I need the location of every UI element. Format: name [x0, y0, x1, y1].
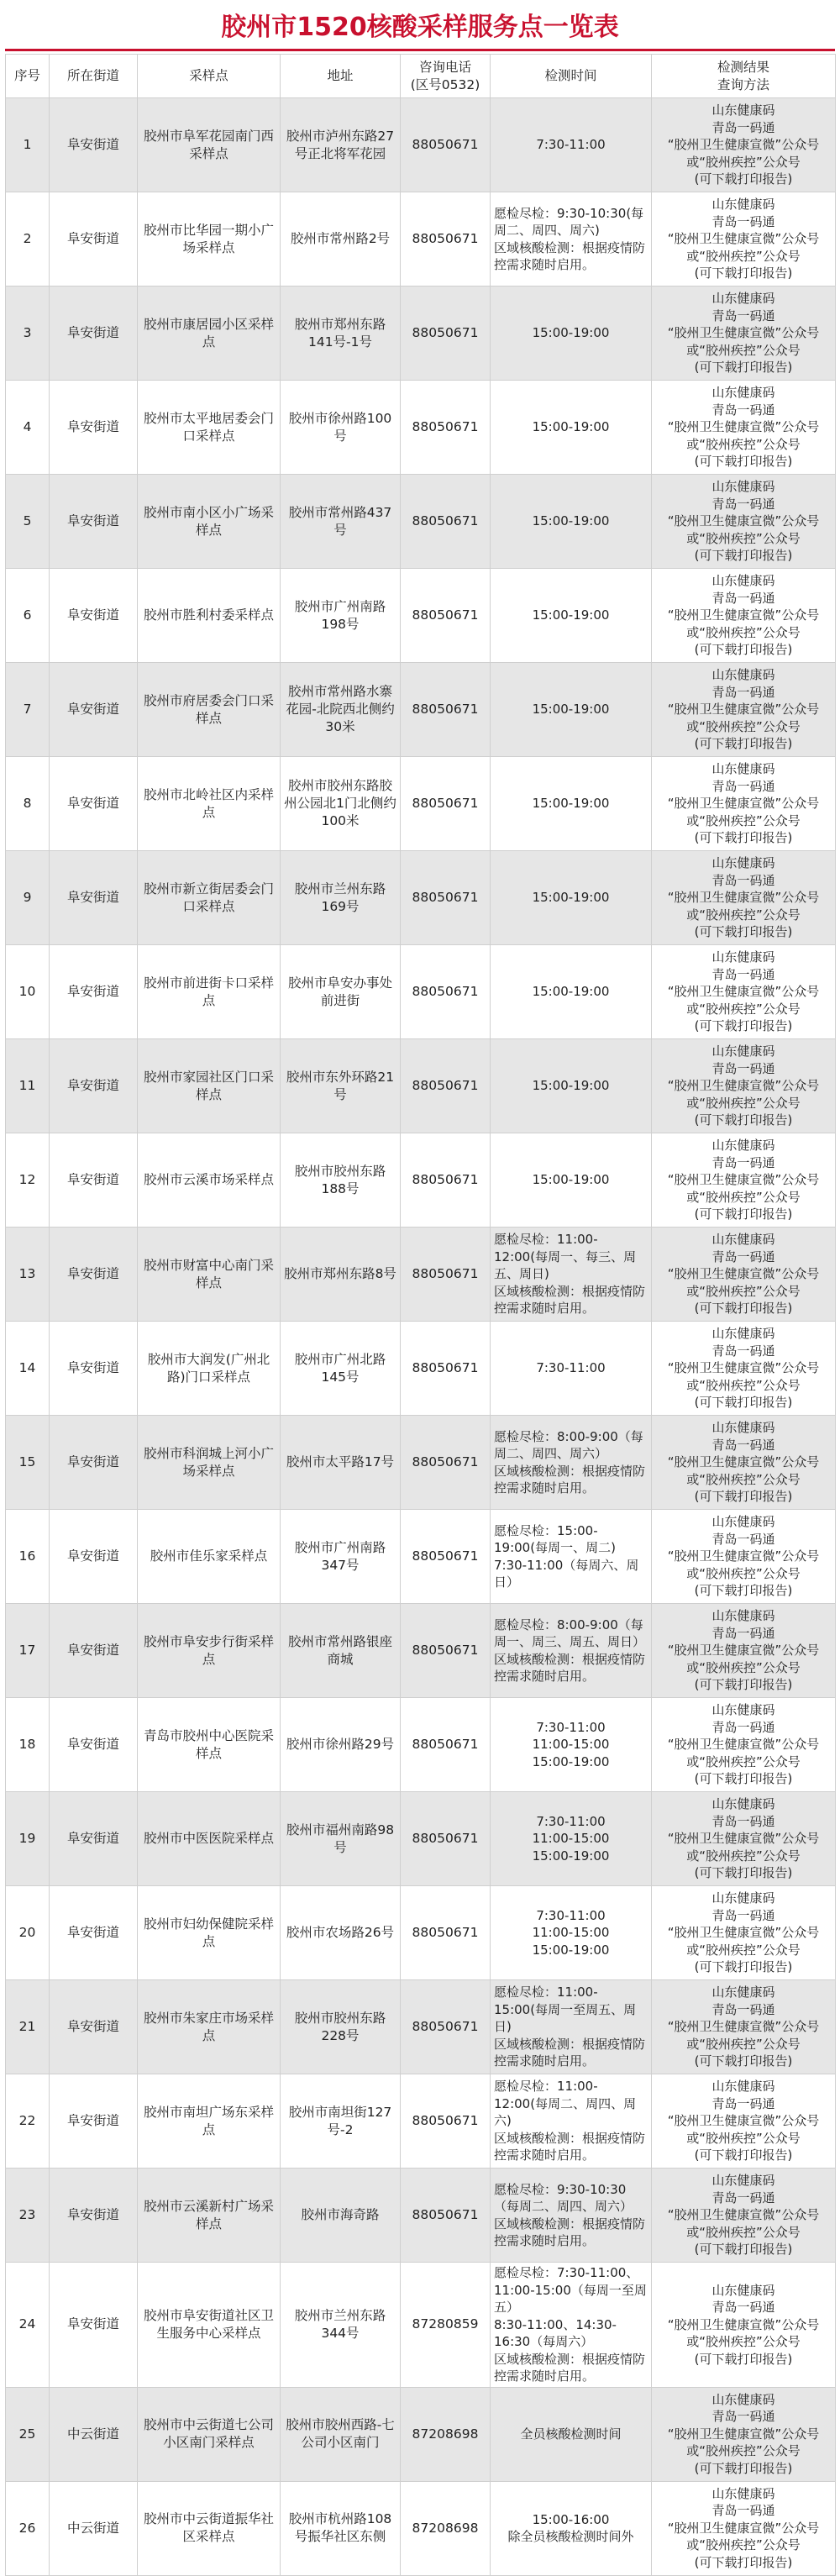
cell-address: 胶州市泸州东路27号正北将军花园: [281, 98, 401, 192]
cell-time: 愿检尽检：7:30-11:00、11:00-15:00（每周一至周五） 8:30-11:00、14:30-16:30（每周六） 区域核酸检测：根据疫情防控需求随时启用。: [491, 2263, 652, 2388]
cell-no: 11: [6, 1039, 50, 1133]
table-row: [6, 945, 836, 1039]
cell-phone: 88050671: [401, 98, 491, 192]
table-row: [6, 98, 836, 192]
cell-result-method: 山东健康码 青岛一码通 “胶州卫生健康宣微”公众号 或“胶州疾控”公众号 (可下载打印报告): [652, 1322, 836, 1416]
cell-address: 胶州市胶州东路228号: [281, 1980, 401, 2074]
cell-site: 胶州市阜军花园南门西采样点: [138, 98, 281, 192]
cell-no: 21: [6, 1980, 50, 2074]
cell-result-method: 山东健康码 青岛一码通 “胶州卫生健康宣微”公众号 或“胶州疾控”公众号 (可下载打印报告): [652, 1792, 836, 1886]
cell-site: 胶州市佳乐家采样点: [138, 1510, 281, 1604]
cell-phone: 88050671: [401, 381, 491, 475]
sampling-sites-table: [5, 54, 836, 2576]
cell-street: 阜安街道: [50, 192, 138, 287]
cell-result-method: 山东健康码 青岛一码通 “胶州卫生健康宣微”公众号 或“胶州疾控”公众号 (可下载打印报告): [652, 98, 836, 192]
cell-street: 阜安街道: [50, 98, 138, 192]
cell-address: 胶州市广州南路347号: [281, 1510, 401, 1604]
cell-no: 17: [6, 1604, 50, 1698]
cell-address: 胶州市广州南路198号: [281, 569, 401, 663]
table-row: [6, 1416, 836, 1510]
cell-no: 12: [6, 1133, 50, 1228]
cell-address: 胶州市郑州东路141号-1号: [281, 287, 401, 381]
cell-address: 胶州市郑州东路8号: [281, 1228, 401, 1322]
table-row: [6, 1792, 836, 1886]
table-row: [6, 1698, 836, 1792]
cell-site: 胶州市新立街居委会门口采样点: [138, 851, 281, 945]
cell-no: 16: [6, 1510, 50, 1604]
cell-street: 阜安街道: [50, 1228, 138, 1322]
cell-site: 胶州市家园社区门口采样点: [138, 1039, 281, 1133]
cell-site: 胶州市前进街卡口采样点: [138, 945, 281, 1039]
cell-site: 胶州市北岭社区内采样点: [138, 757, 281, 851]
cell-street: 阜安街道: [50, 1133, 138, 1228]
cell-time: 15:00-19:00: [491, 945, 652, 1039]
cell-street: 阜安街道: [50, 2074, 138, 2169]
table-row: [6, 1510, 836, 1604]
cell-result-method: 山东健康码 青岛一码通 “胶州卫生健康宣微”公众号 或“胶州疾控”公众号 (可下载打印报告): [652, 1416, 836, 1510]
table-row: [6, 1039, 836, 1133]
cell-result-method: 山东健康码 青岛一码通 “胶州卫生健康宣微”公众号 或“胶州疾控”公众号 (可下载打印报告): [652, 757, 836, 851]
cell-address: 胶州市海奇路: [281, 2169, 401, 2263]
cell-site: 胶州市太平地居委会门口采样点: [138, 381, 281, 475]
cell-phone: 88050671: [401, 851, 491, 945]
cell-street: 阜安街道: [50, 1322, 138, 1416]
cell-result-method: 山东健康码 青岛一码通 “胶州卫生健康宣微”公众号 或“胶州疾控”公众号 (可下载打印报告): [652, 569, 836, 663]
header-phone: 咨询电话 (区号0532): [401, 55, 491, 98]
cell-street: 阜安街道: [50, 945, 138, 1039]
cell-address: 胶州市胶州东路胶州公园北1门北侧约100米: [281, 757, 401, 851]
cell-phone: 88050671: [401, 663, 491, 757]
table-row: [6, 1228, 836, 1322]
cell-street: 阜安街道: [50, 1604, 138, 1698]
cell-result-method: 山东健康码 青岛一码通 “胶州卫生健康宣微”公众号 或“胶州疾控”公众号 (可下载打印报告): [652, 1510, 836, 1604]
cell-phone: 88050671: [401, 1416, 491, 1510]
header-time: 检测时间: [491, 55, 652, 98]
cell-no: 13: [6, 1228, 50, 1322]
cell-address: 胶州市徐州路100号: [281, 381, 401, 475]
table-row: [6, 1133, 836, 1228]
table-row: [6, 1980, 836, 2074]
cell-site: 胶州市科润城上河小广场采样点: [138, 1416, 281, 1510]
cell-address: 胶州市阜安办事处前进街: [281, 945, 401, 1039]
cell-phone: 88050671: [401, 1698, 491, 1792]
cell-street: 阜安街道: [50, 1698, 138, 1792]
title-divider: [5, 49, 835, 51]
cell-address: 胶州市胶州西路-七公司小区南门: [281, 2387, 401, 2481]
cell-site: 胶州市阜安街道社区卫生服务中心采样点: [138, 2263, 281, 2388]
cell-time: 愿检尽检：9:30-10:30(每周二、周四、周六) 区域核酸检测：根据疫情防控需求随时启用。: [491, 192, 652, 287]
cell-result-method: 山东健康码 青岛一码通 “胶州卫生健康宣微”公众号 或“胶州疾控”公众号 (可下载打印报告): [652, 945, 836, 1039]
cell-street: 中云街道: [50, 2387, 138, 2481]
cell-address: 胶州市太平路17号: [281, 1416, 401, 1510]
cell-result-method: 山东健康码 青岛一码通 “胶州卫生健康宣微”公众号 或“胶州疾控”公众号 (可下载打印报告): [652, 1604, 836, 1698]
table-row: [6, 663, 836, 757]
page-title: 胶州市1520核酸采样服务点一览表: [221, 13, 619, 42]
cell-street: 阜安街道: [50, 1510, 138, 1604]
cell-no: 25: [6, 2387, 50, 2481]
cell-result-method: 山东健康码 青岛一码通 “胶州卫生健康宣微”公众号 或“胶州疾控”公众号 (可下载打印报告): [652, 1039, 836, 1133]
cell-no: 23: [6, 2169, 50, 2263]
cell-no: 22: [6, 2074, 50, 2169]
cell-address: 胶州市农场路26号: [281, 1886, 401, 1980]
cell-result-method: 山东健康码 青岛一码通 “胶州卫生健康宣微”公众号 或“胶州疾控”公众号 (可下载打印报告): [652, 663, 836, 757]
cell-no: 8: [6, 757, 50, 851]
cell-street: 阜安街道: [50, 1039, 138, 1133]
cell-phone: 87208698: [401, 2481, 491, 2575]
cell-phone: 88050671: [401, 2169, 491, 2263]
table-row: [6, 381, 836, 475]
cell-phone: 88050671: [401, 569, 491, 663]
cell-address: 胶州市兰州东路169号: [281, 851, 401, 945]
cell-no: 14: [6, 1322, 50, 1416]
table-row: [6, 475, 836, 569]
cell-street: 阜安街道: [50, 475, 138, 569]
cell-phone: 87208698: [401, 2387, 491, 2481]
cell-street: 中云街道: [50, 2481, 138, 2575]
cell-site: 胶州市康居园小区采样点: [138, 287, 281, 381]
cell-no: 24: [6, 2263, 50, 2388]
cell-address: 胶州市兰州东路344号: [281, 2263, 401, 2388]
cell-address: 胶州市南坦街127号-2: [281, 2074, 401, 2169]
cell-street: 阜安街道: [50, 1416, 138, 1510]
table-row: [6, 192, 836, 287]
cell-result-method: 山东健康码 青岛一码通 “胶州卫生健康宣微”公众号 或“胶州疾控”公众号 (可下载打印报告): [652, 1886, 836, 1980]
cell-result-method: 山东健康码 青岛一码通 “胶州卫生健康宣微”公众号 或“胶州疾控”公众号 (可下载打印报告): [652, 851, 836, 945]
cell-time: 15:00-19:00: [491, 1039, 652, 1133]
table-row: [6, 757, 836, 851]
cell-result-method: 山东健康码 青岛一码通 “胶州卫生健康宣微”公众号 或“胶州疾控”公众号 (可下载打印报告): [652, 2387, 836, 2481]
cell-street: 阜安街道: [50, 1980, 138, 2074]
cell-time: 15:00-19:00: [491, 1133, 652, 1228]
cell-no: 26: [6, 2481, 50, 2575]
cell-no: 19: [6, 1792, 50, 1886]
header-no: 序号: [6, 55, 50, 98]
cell-no: 20: [6, 1886, 50, 1980]
cell-address: 胶州市东外环路21号: [281, 1039, 401, 1133]
cell-phone: 88050671: [401, 1039, 491, 1133]
cell-site: 胶州市中云街道七公司小区南门采样点: [138, 2387, 281, 2481]
cell-no: 3: [6, 287, 50, 381]
cell-no: 1: [6, 98, 50, 192]
cell-site: 胶州市中医医院采样点: [138, 1792, 281, 1886]
cell-site: 胶州市大润发(广州北路)门口采样点: [138, 1322, 281, 1416]
cell-time: 愿检尽检：9:30-10:30（每周二、周四、周六） 区域核酸检测：根据疫情防控需求随时启用。: [491, 2169, 652, 2263]
cell-no: 7: [6, 663, 50, 757]
cell-phone: 88050671: [401, 757, 491, 851]
cell-time: 愿检尽检：8:00-9:00（每周二、周四、周六） 区域核酸检测：根据疫情防控需求随时启用。: [491, 1416, 652, 1510]
cell-time: 7:30-11:00 11:00-15:00 15:00-19:00: [491, 1886, 652, 1980]
cell-address: 胶州市杭州路108号振华社区东侧: [281, 2481, 401, 2575]
cell-no: 15: [6, 1416, 50, 1510]
cell-site: 胶州市胜利村委采样点: [138, 569, 281, 663]
cell-result-method: 山东健康码 青岛一码通 “胶州卫生健康宣微”公众号 或“胶州疾控”公众号 (可下载打印报告): [652, 1698, 836, 1792]
table-row: [6, 2263, 836, 2388]
cell-result-method: 山东健康码 青岛一码通 “胶州卫生健康宣微”公众号 或“胶州疾控”公众号 (可下载打印报告): [652, 2263, 836, 2388]
cell-street: 阜安街道: [50, 381, 138, 475]
cell-site: 胶州市阜安步行街采样点: [138, 1604, 281, 1698]
cell-street: 阜安街道: [50, 569, 138, 663]
cell-no: 9: [6, 851, 50, 945]
cell-time: 愿检尽检：8:00-9:00（每周一、周三、周五、周日） 区域核酸检测：根据疫情防控需求随时启用。: [491, 1604, 652, 1698]
cell-address: 胶州市常州路437号: [281, 475, 401, 569]
cell-site: 胶州市南小区小广场采样点: [138, 475, 281, 569]
cell-time: 15:00-19:00: [491, 663, 652, 757]
cell-phone: 88050671: [401, 2074, 491, 2169]
cell-time: 愿检尽检：11:00-12:00(每周二、周四、周六) 区域核酸检测：根据疫情防控需求随时启用。: [491, 2074, 652, 2169]
cell-time: 愿检尽检：11:00-12:00(每周一、每三、周五、周日) 区域核酸检测：根据疫情防控需求随时启用。: [491, 1228, 652, 1322]
cell-site: 胶州市妇幼保健院采样点: [138, 1886, 281, 1980]
cell-phone: 88050671: [401, 945, 491, 1039]
header-street: 所在街道: [50, 55, 138, 98]
table-row: [6, 1604, 836, 1698]
cell-address: 胶州市常州路水寨花园-北院西北侧约30米: [281, 663, 401, 757]
cell-no: 2: [6, 192, 50, 287]
cell-address: 胶州市胶州东路188号: [281, 1133, 401, 1228]
cell-time: 7:30-11:00: [491, 98, 652, 192]
cell-phone: 88050671: [401, 1228, 491, 1322]
cell-site: 青岛市胶州中心医院采样点: [138, 1698, 281, 1792]
cell-site: 胶州市云溪市场采样点: [138, 1133, 281, 1228]
cell-site: 胶州市财富中心南门采样点: [138, 1228, 281, 1322]
cell-no: 4: [6, 381, 50, 475]
cell-time: 15:00-19:00: [491, 475, 652, 569]
cell-result-method: 山东健康码 青岛一码通 “胶州卫生健康宣微”公众号 或“胶州疾控”公众号 (可下载打印报告): [652, 1228, 836, 1322]
cell-street: 阜安街道: [50, 851, 138, 945]
cell-street: 阜安街道: [50, 1886, 138, 1980]
cell-time: 7:30-11:00: [491, 1322, 652, 1416]
cell-no: 10: [6, 945, 50, 1039]
cell-result-method: 山东健康码 青岛一码通 “胶州卫生健康宣微”公众号 或“胶州疾控”公众号 (可下载打印报告): [652, 475, 836, 569]
cell-phone: 88050671: [401, 1792, 491, 1886]
cell-phone: 88050671: [401, 1980, 491, 2074]
cell-result-method: 山东健康码 青岛一码通 “胶州卫生健康宣微”公众号 或“胶州疾控”公众号 (可下载打印报告): [652, 192, 836, 287]
cell-phone: 88050671: [401, 1604, 491, 1698]
cell-result-method: 山东健康码 青岛一码通 “胶州卫生健康宣微”公众号 或“胶州疾控”公众号 (可下载打印报告): [652, 381, 836, 475]
table-row: [6, 1886, 836, 1980]
table-row: [6, 2481, 836, 2575]
cell-site: 胶州市南坦广场东采样点: [138, 2074, 281, 2169]
table-row: [6, 2387, 836, 2481]
table-row: [6, 1322, 836, 1416]
table-row: [6, 287, 836, 381]
cell-site: 胶州市中云街道振华社区采样点: [138, 2481, 281, 2575]
cell-phone: 88050671: [401, 192, 491, 287]
cell-no: 6: [6, 569, 50, 663]
cell-result-method: 山东健康码 青岛一码通 “胶州卫生健康宣微”公众号 或“胶州疾控”公众号 (可下载打印报告): [652, 1133, 836, 1228]
cell-time: 愿检尽检：11:00-15:00(每周一至周五、周日) 区域核酸检测：根据疫情防控需求随时启用。: [491, 1980, 652, 2074]
cell-street: 阜安街道: [50, 1792, 138, 1886]
cell-time: 15:00-19:00: [491, 851, 652, 945]
cell-site: 胶州市比华园一期小广场采样点: [138, 192, 281, 287]
cell-result-method: 山东健康码 青岛一码通 “胶州卫生健康宣微”公众号 或“胶州疾控”公众号 (可下载打印报告): [652, 2169, 836, 2263]
cell-time: 愿检尽检：15:00-19:00(每周一、周二) 7:30-11:00（每周六、周日）: [491, 1510, 652, 1604]
table-row: [6, 2169, 836, 2263]
cell-site: 胶州市云溪新村广场采样点: [138, 2169, 281, 2263]
cell-result-method: 山东健康码 青岛一码通 “胶州卫生健康宣微”公众号 或“胶州疾控”公众号 (可下载打印报告): [652, 1980, 836, 2074]
cell-street: 阜安街道: [50, 287, 138, 381]
cell-result-method: 山东健康码 青岛一码通 “胶州卫生健康宣微”公众号 或“胶州疾控”公众号 (可下载打印报告): [652, 2481, 836, 2575]
cell-time: 7:30-11:00 11:00-15:00 15:00-19:00: [491, 1698, 652, 1792]
cell-time: 15:00-16:00 除全员核酸检测时间外: [491, 2481, 652, 2575]
cell-site: 胶州市府居委会门口采样点: [138, 663, 281, 757]
table-header-row: [6, 55, 836, 98]
cell-time: 全员核酸检测时间: [491, 2387, 652, 2481]
table-row: [6, 851, 836, 945]
cell-phone: 88050671: [401, 1886, 491, 1980]
cell-phone: 88050671: [401, 1510, 491, 1604]
cell-no: 5: [6, 475, 50, 569]
cell-result-method: 山东健康码 青岛一码通 “胶州卫生健康宣微”公众号 或“胶州疾控”公众号 (可下载打印报告): [652, 287, 836, 381]
cell-address: 胶州市常州路银座商城: [281, 1604, 401, 1698]
cell-time: 15:00-19:00: [491, 287, 652, 381]
cell-address: 胶州市徐州路29号: [281, 1698, 401, 1792]
cell-street: 阜安街道: [50, 757, 138, 851]
table-row: [6, 2074, 836, 2169]
cell-street: 阜安街道: [50, 2169, 138, 2263]
cell-phone: 88050671: [401, 1322, 491, 1416]
cell-phone: 88050671: [401, 287, 491, 381]
header-address: 地址: [281, 55, 401, 98]
header-result: 检测结果 查询方法: [652, 55, 836, 98]
cell-phone: 88050671: [401, 1133, 491, 1228]
cell-address: 胶州市福州南路98号: [281, 1792, 401, 1886]
cell-site: 胶州市朱家庄市场采样点: [138, 1980, 281, 2074]
header-site: 采样点: [138, 55, 281, 98]
cell-time: 15:00-19:00: [491, 569, 652, 663]
cell-address: 胶州市常州路2号: [281, 192, 401, 287]
cell-street: 阜安街道: [50, 2263, 138, 2388]
cell-phone: 87280859: [401, 2263, 491, 2388]
cell-time: 7:30-11:00 11:00-15:00 15:00-19:00: [491, 1792, 652, 1886]
cell-address: 胶州市广州北路145号: [281, 1322, 401, 1416]
cell-time: 15:00-19:00: [491, 757, 652, 851]
cell-time: 15:00-19:00: [491, 381, 652, 475]
cell-street: 阜安街道: [50, 663, 138, 757]
cell-result-method: 山东健康码 青岛一码通 “胶州卫生健康宣微”公众号 或“胶州疾控”公众号 (可下载打印报告): [652, 2074, 836, 2169]
cell-phone: 88050671: [401, 475, 491, 569]
table-row: [6, 569, 836, 663]
cell-no: 18: [6, 1698, 50, 1792]
